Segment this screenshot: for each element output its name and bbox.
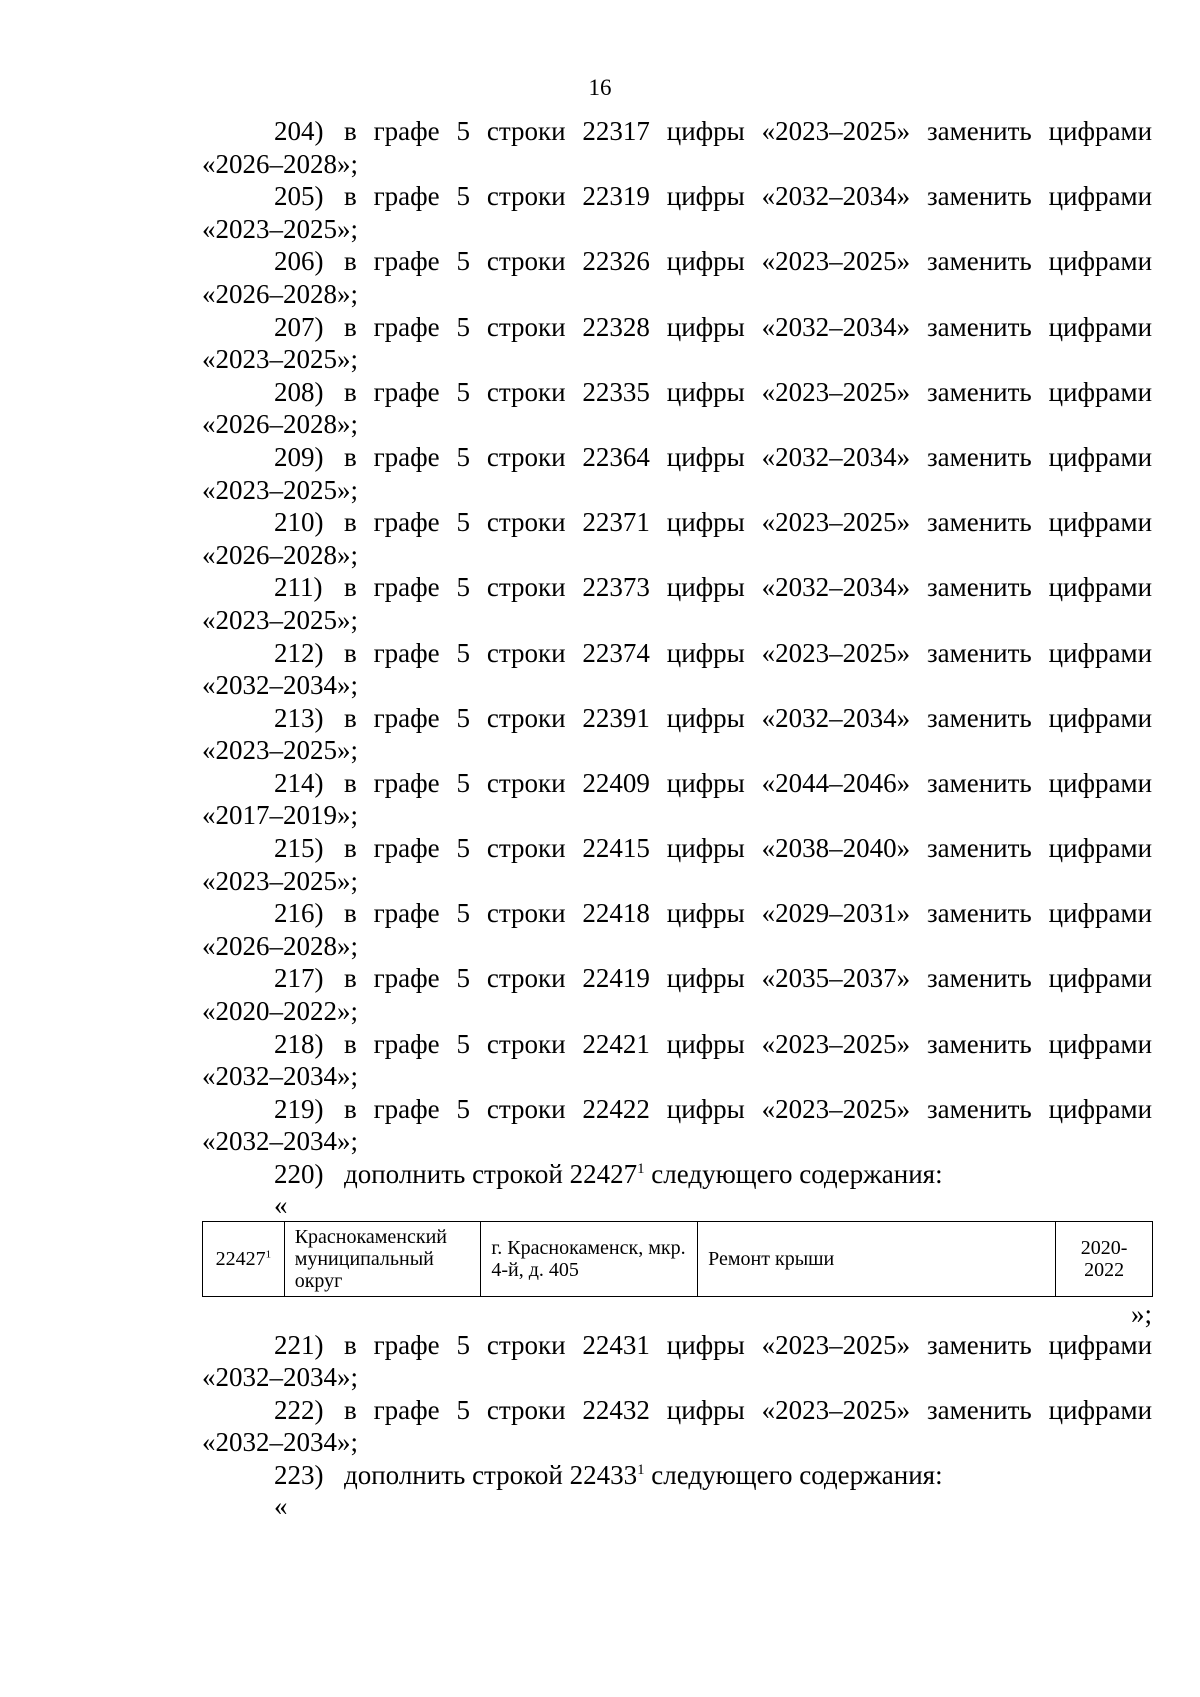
to-years: «2023–2025»; (202, 213, 359, 244)
phrase-column: в графе 5 строки (344, 376, 566, 407)
amendment-item (202, 767, 1152, 832)
item-number: 213) (274, 702, 324, 733)
amendment-item (202, 1093, 1152, 1158)
phrase-digits: цифры (666, 181, 745, 212)
row-number: 22418 (582, 898, 650, 929)
to-years: «2026–2028»; (202, 409, 359, 440)
item-number: 204) (274, 116, 324, 146)
item-number: 206) (274, 246, 324, 277)
amendment-list-before (202, 115, 1152, 1158)
from-years: «2023–2025» (761, 116, 911, 146)
row-number: 22422 (582, 1093, 650, 1124)
cell-address: г. Краснокаменск, мкр. 4-й, д. 405 (481, 1221, 698, 1296)
phrase-digits: цифры (666, 507, 745, 538)
row-number: 22335 (582, 376, 650, 407)
from-years: «2023–2025» (761, 246, 911, 277)
amendment-item (202, 180, 1152, 245)
amendment-item (202, 962, 1152, 1027)
from-years: «2023–2025» (761, 1093, 911, 1124)
item-number: 210) (274, 507, 324, 538)
amendment-item-220 (202, 1158, 1152, 1191)
phrase-column: в графе 5 строки (344, 767, 566, 798)
phrase-digits: цифры (666, 637, 745, 668)
table-row (203, 1221, 1153, 1296)
phrase-column: в графе 5 строки (344, 311, 566, 342)
from-years: «2023–2025» (761, 1028, 911, 1059)
row-number: 22364 (582, 441, 650, 472)
row-number: 22409 (582, 767, 650, 798)
to-years: «2026–2028»; (202, 148, 359, 179)
phrase-replace: заменить цифрами (927, 1028, 1153, 1059)
item-number: 217) (274, 963, 324, 994)
close-quote: »; (1130, 1298, 1152, 1329)
amendment-list-after (202, 1329, 1152, 1459)
from-years: «2032–2034» (761, 702, 911, 733)
phrase-replace: заменить цифрами (927, 1394, 1153, 1425)
amendment-item (202, 1028, 1152, 1093)
row-number: 22421 (582, 1028, 650, 1059)
phrase-replace: заменить цифрами (927, 637, 1153, 668)
amendment-item (202, 245, 1152, 310)
from-years: «2023–2025» (761, 1394, 911, 1425)
item-number: 212) (274, 637, 324, 668)
to-years: «2023–2025»; (202, 344, 359, 375)
item-number: 207) (274, 311, 324, 342)
phrase-digits: цифры (666, 246, 745, 277)
phrase-replace: заменить цифрами (927, 181, 1153, 212)
to-years: «2020–2022»; (202, 996, 359, 1027)
item-number: 211) (274, 572, 323, 603)
inserted-row-table (202, 1221, 1153, 1297)
document-body (202, 115, 1153, 1521)
phrase-column: в графе 5 строки (344, 1093, 566, 1124)
from-years: «2023–2025» (761, 637, 911, 668)
phrase-replace: заменить цифрами (927, 1093, 1153, 1124)
phrase-replace: заменить цифрами (927, 507, 1153, 538)
from-years: «2035–2037» (761, 963, 911, 994)
phrase-column: в графе 5 строки (344, 572, 566, 603)
item-number: 221) (274, 1329, 324, 1360)
from-years: «2032–2034» (761, 572, 911, 603)
row-number: 22317 (582, 116, 650, 146)
phrase-digits: цифры (666, 767, 745, 798)
item-number: 220) (274, 1159, 324, 1189)
phrase-replace: заменить цифрами (927, 246, 1153, 277)
phrase-column: в графе 5 строки (344, 1394, 566, 1425)
row-number: 22432 (582, 1394, 650, 1425)
amendment-item (202, 1394, 1152, 1459)
from-years: «2023–2025» (761, 376, 911, 407)
phrase-column: в графе 5 строки (344, 1028, 566, 1059)
amendment-item (202, 897, 1152, 962)
item-tail: следующего содержания: (644, 1159, 943, 1189)
cell-years: 2020-2022 (1056, 1221, 1153, 1296)
to-years: «2023–2025»; (202, 604, 359, 635)
item-number: 215) (274, 833, 324, 864)
phrase-replace: заменить цифрами (927, 767, 1153, 798)
row-number: 22326 (582, 246, 650, 277)
cell-row-number: 22427$^1$ (203, 1221, 285, 1296)
from-years: «2032–2034» (761, 311, 911, 342)
item-number: 223) (274, 1459, 324, 1490)
phrase-digits: цифры (666, 441, 745, 472)
row-number: 22415 (582, 833, 650, 864)
amendment-item (202, 506, 1152, 571)
phrase-replace: заменить цифрами (927, 963, 1153, 994)
amendment-item (202, 115, 1152, 180)
phrase-digits: цифры (666, 898, 745, 929)
to-years: «2032–2034»; (202, 1126, 359, 1157)
phrase-column: в графе 5 строки (344, 702, 566, 733)
from-years: «2044–2046» (761, 767, 911, 798)
phrase-column: в графе 5 строки (344, 507, 566, 538)
phrase-digits: цифры (666, 116, 745, 146)
amendment-item (202, 441, 1152, 506)
amendment-item (202, 1329, 1152, 1394)
phrase-digits: цифры (666, 1394, 745, 1425)
phrase-replace: заменить цифрами (927, 376, 1153, 407)
item-superscript: 1 (637, 1461, 645, 1478)
item-text: дополнить строкой 22427 (344, 1159, 638, 1189)
phrase-digits: цифры (666, 702, 745, 733)
phrase-column: в графе 5 строки (344, 963, 566, 994)
from-years: «2029–2031» (761, 898, 911, 929)
phrase-column: в графе 5 строки (344, 441, 566, 472)
from-years: «2032–2034» (761, 181, 911, 212)
phrase-column: в графе 5 строки (344, 898, 566, 929)
item-number: 218) (274, 1028, 324, 1059)
item-number: 209) (274, 441, 324, 472)
to-years: «2032–2034»; (202, 1061, 359, 1092)
item-superscript: 1 (637, 1161, 645, 1177)
item-number: 205) (274, 181, 324, 212)
to-years: «2032–2034»; (202, 1362, 359, 1393)
phrase-replace: заменить цифрами (927, 116, 1153, 146)
page-number: 16 (588, 75, 612, 100)
amendment-item (202, 376, 1152, 441)
row-number: 22431 (582, 1329, 650, 1360)
phrase-column: в графе 5 строки (344, 116, 566, 146)
to-years: «2032–2034»; (202, 1427, 359, 1458)
phrase-replace: заменить цифрами (927, 572, 1153, 603)
phrase-digits: цифры (666, 311, 745, 342)
phrase-replace: заменить цифрами (927, 311, 1153, 342)
open-quote: « (274, 1189, 288, 1220)
item-number: 214) (274, 767, 324, 798)
row-number: 22419 (582, 963, 650, 994)
cell-work-type: Ремонт крыши (698, 1221, 1056, 1296)
amendment-item (202, 311, 1152, 376)
item-number: 219) (274, 1093, 324, 1124)
amendment-item (202, 702, 1152, 767)
amendment-item (202, 637, 1152, 702)
item-number: 216) (274, 898, 324, 929)
to-years: «2023–2025»; (202, 865, 359, 896)
to-years: «2032–2034»; (202, 670, 359, 701)
phrase-digits: цифры (666, 833, 745, 864)
phrase-replace: заменить цифрами (927, 833, 1153, 864)
phrase-column: в графе 5 строки (344, 833, 566, 864)
row-number: 22371 (582, 507, 650, 538)
to-years: «2023–2025»; (202, 474, 359, 505)
phrase-replace: заменить цифрами (927, 898, 1153, 929)
item-number: 208) (274, 376, 324, 407)
phrase-digits: цифры (666, 376, 745, 407)
from-years: «2032–2034» (761, 441, 911, 472)
open-quote-2: « (274, 1490, 288, 1521)
phrase-digits: цифры (666, 1093, 745, 1124)
to-years: «2026–2028»; (202, 278, 359, 309)
phrase-column: в графе 5 строки (344, 1329, 566, 1360)
phrase-replace: заменить цифрами (927, 1329, 1153, 1360)
from-years: «2023–2025» (761, 1329, 911, 1360)
to-years: «2026–2028»; (202, 539, 359, 570)
to-years: «2023–2025»; (202, 735, 359, 766)
to-years: «2017–2019»; (202, 800, 359, 831)
row-number: 22373 (582, 572, 650, 603)
phrase-digits: цифры (666, 963, 745, 994)
from-years: «2038–2040» (761, 833, 911, 864)
row-number: 22391 (582, 702, 650, 733)
phrase-column: в графе 5 строки (344, 181, 566, 212)
phrase-digits: цифры (666, 1329, 745, 1360)
amendment-item-223 (202, 1459, 1152, 1492)
to-years: «2026–2028»; (202, 930, 359, 961)
phrase-replace: заменить цифрами (927, 702, 1153, 733)
phrase-replace: заменить цифрами (927, 441, 1153, 472)
cell-municipality: Краснокаменский муниципальный округ (284, 1221, 481, 1296)
phrase-digits: цифры (666, 1028, 745, 1059)
row-number: 22374 (582, 637, 650, 668)
amendment-item (202, 832, 1152, 897)
from-years: «2023–2025» (761, 507, 911, 538)
phrase-digits: цифры (666, 572, 745, 603)
row-number: 22328 (582, 311, 650, 342)
item-number: 222) (274, 1394, 324, 1425)
item-tail: следующего содержания: (644, 1459, 943, 1490)
item-text: дополнить строкой 22433 (344, 1459, 638, 1490)
row-number: 22319 (582, 181, 650, 212)
amendment-item (202, 571, 1152, 636)
phrase-column: в графе 5 строки (344, 246, 566, 277)
phrase-column: в графе 5 строки (344, 637, 566, 668)
